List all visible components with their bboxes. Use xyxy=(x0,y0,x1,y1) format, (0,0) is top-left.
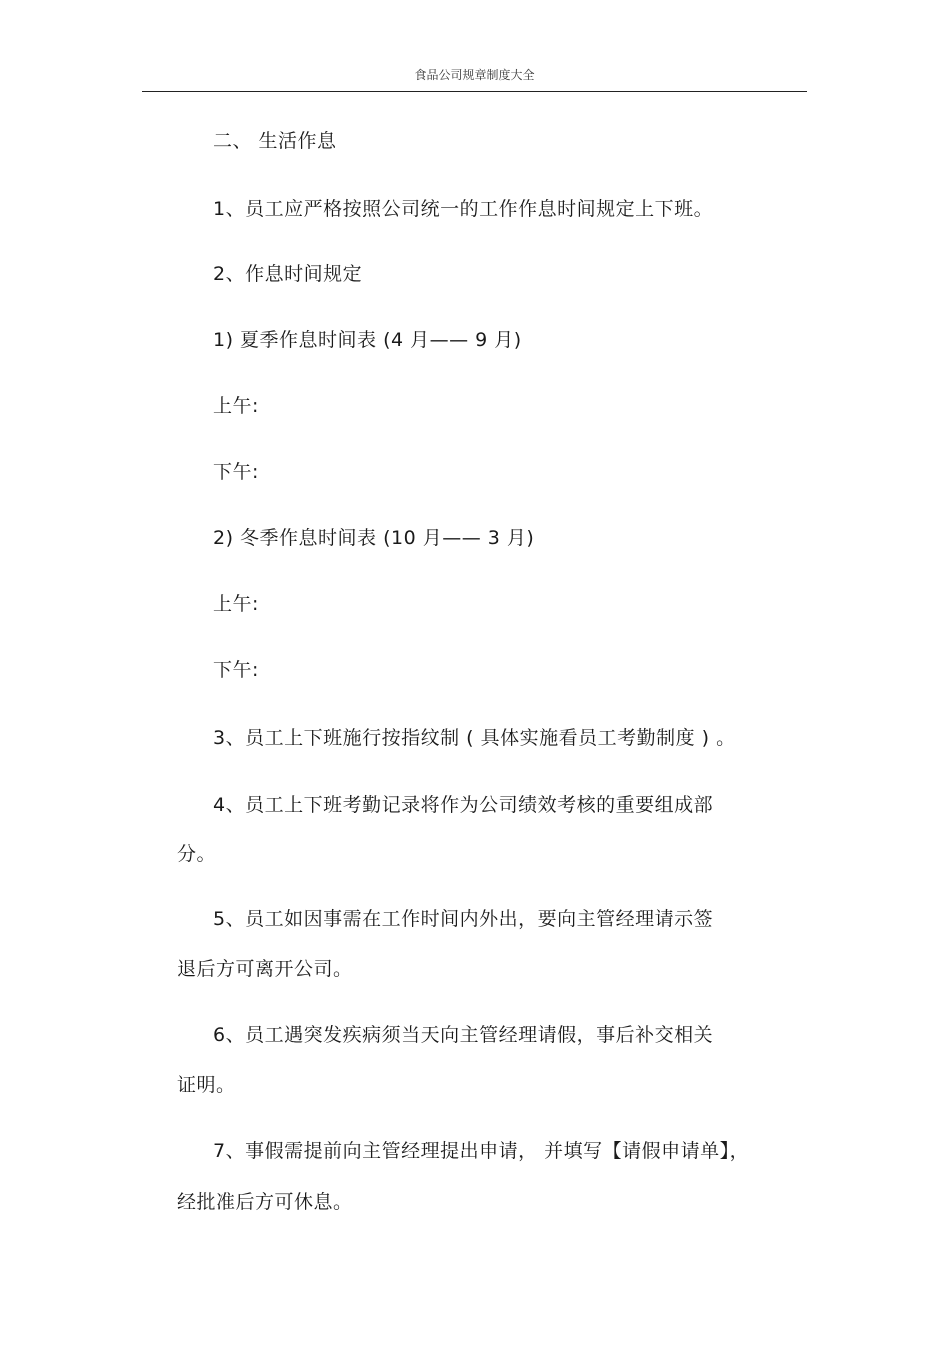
item-1: 1、员工应严格按照公司统一的工作作息时间规定上下班。 xyxy=(213,198,714,220)
summer-morning-label: 上午: xyxy=(213,395,259,417)
section-title: 二、 生活作息 xyxy=(213,130,337,152)
item-3: 3、员工上下班施行按指纹制 ( 具体实施看员工考勤制度 ) 。 xyxy=(213,727,736,749)
item-4-line-1: 4、员工上下班考勤记录将作为公司绩效考核的重要组成部 xyxy=(213,794,714,816)
item-6-line-1: 6、员工遇突发疾病须当天向主管经理请假，事后补交相关 xyxy=(213,1024,714,1046)
winter-afternoon-label: 下午: xyxy=(213,659,259,681)
item-7-line-2: 经批准后方可休息。 xyxy=(177,1191,353,1213)
winter-morning-label: 上午: xyxy=(213,593,259,615)
item-7-line-1: 7、事假需提前向主管经理提出申请， 并填写【请假申请单】， xyxy=(213,1140,750,1162)
item-4-line-2: 分。 xyxy=(177,843,217,865)
item-2: 2、作息时间规定 xyxy=(213,263,363,285)
winter-schedule-title: 2) 冬季作息时间表 (10 月—— 3 月) xyxy=(213,527,535,549)
summer-afternoon-label: 下午: xyxy=(213,461,259,483)
item-5-line-1: 5、员工如因事需在工作时间内外出，要向主管经理请示签 xyxy=(213,908,714,930)
header-divider xyxy=(142,91,807,92)
item-6-line-2: 证明。 xyxy=(177,1074,236,1096)
page-header-title: 食品公司规章制度大全 xyxy=(414,68,535,82)
item-5-line-2: 退后方可离开公司。 xyxy=(177,958,353,980)
summer-schedule-title: 1) 夏季作息时间表 (4 月—— 9 月) xyxy=(213,329,522,351)
